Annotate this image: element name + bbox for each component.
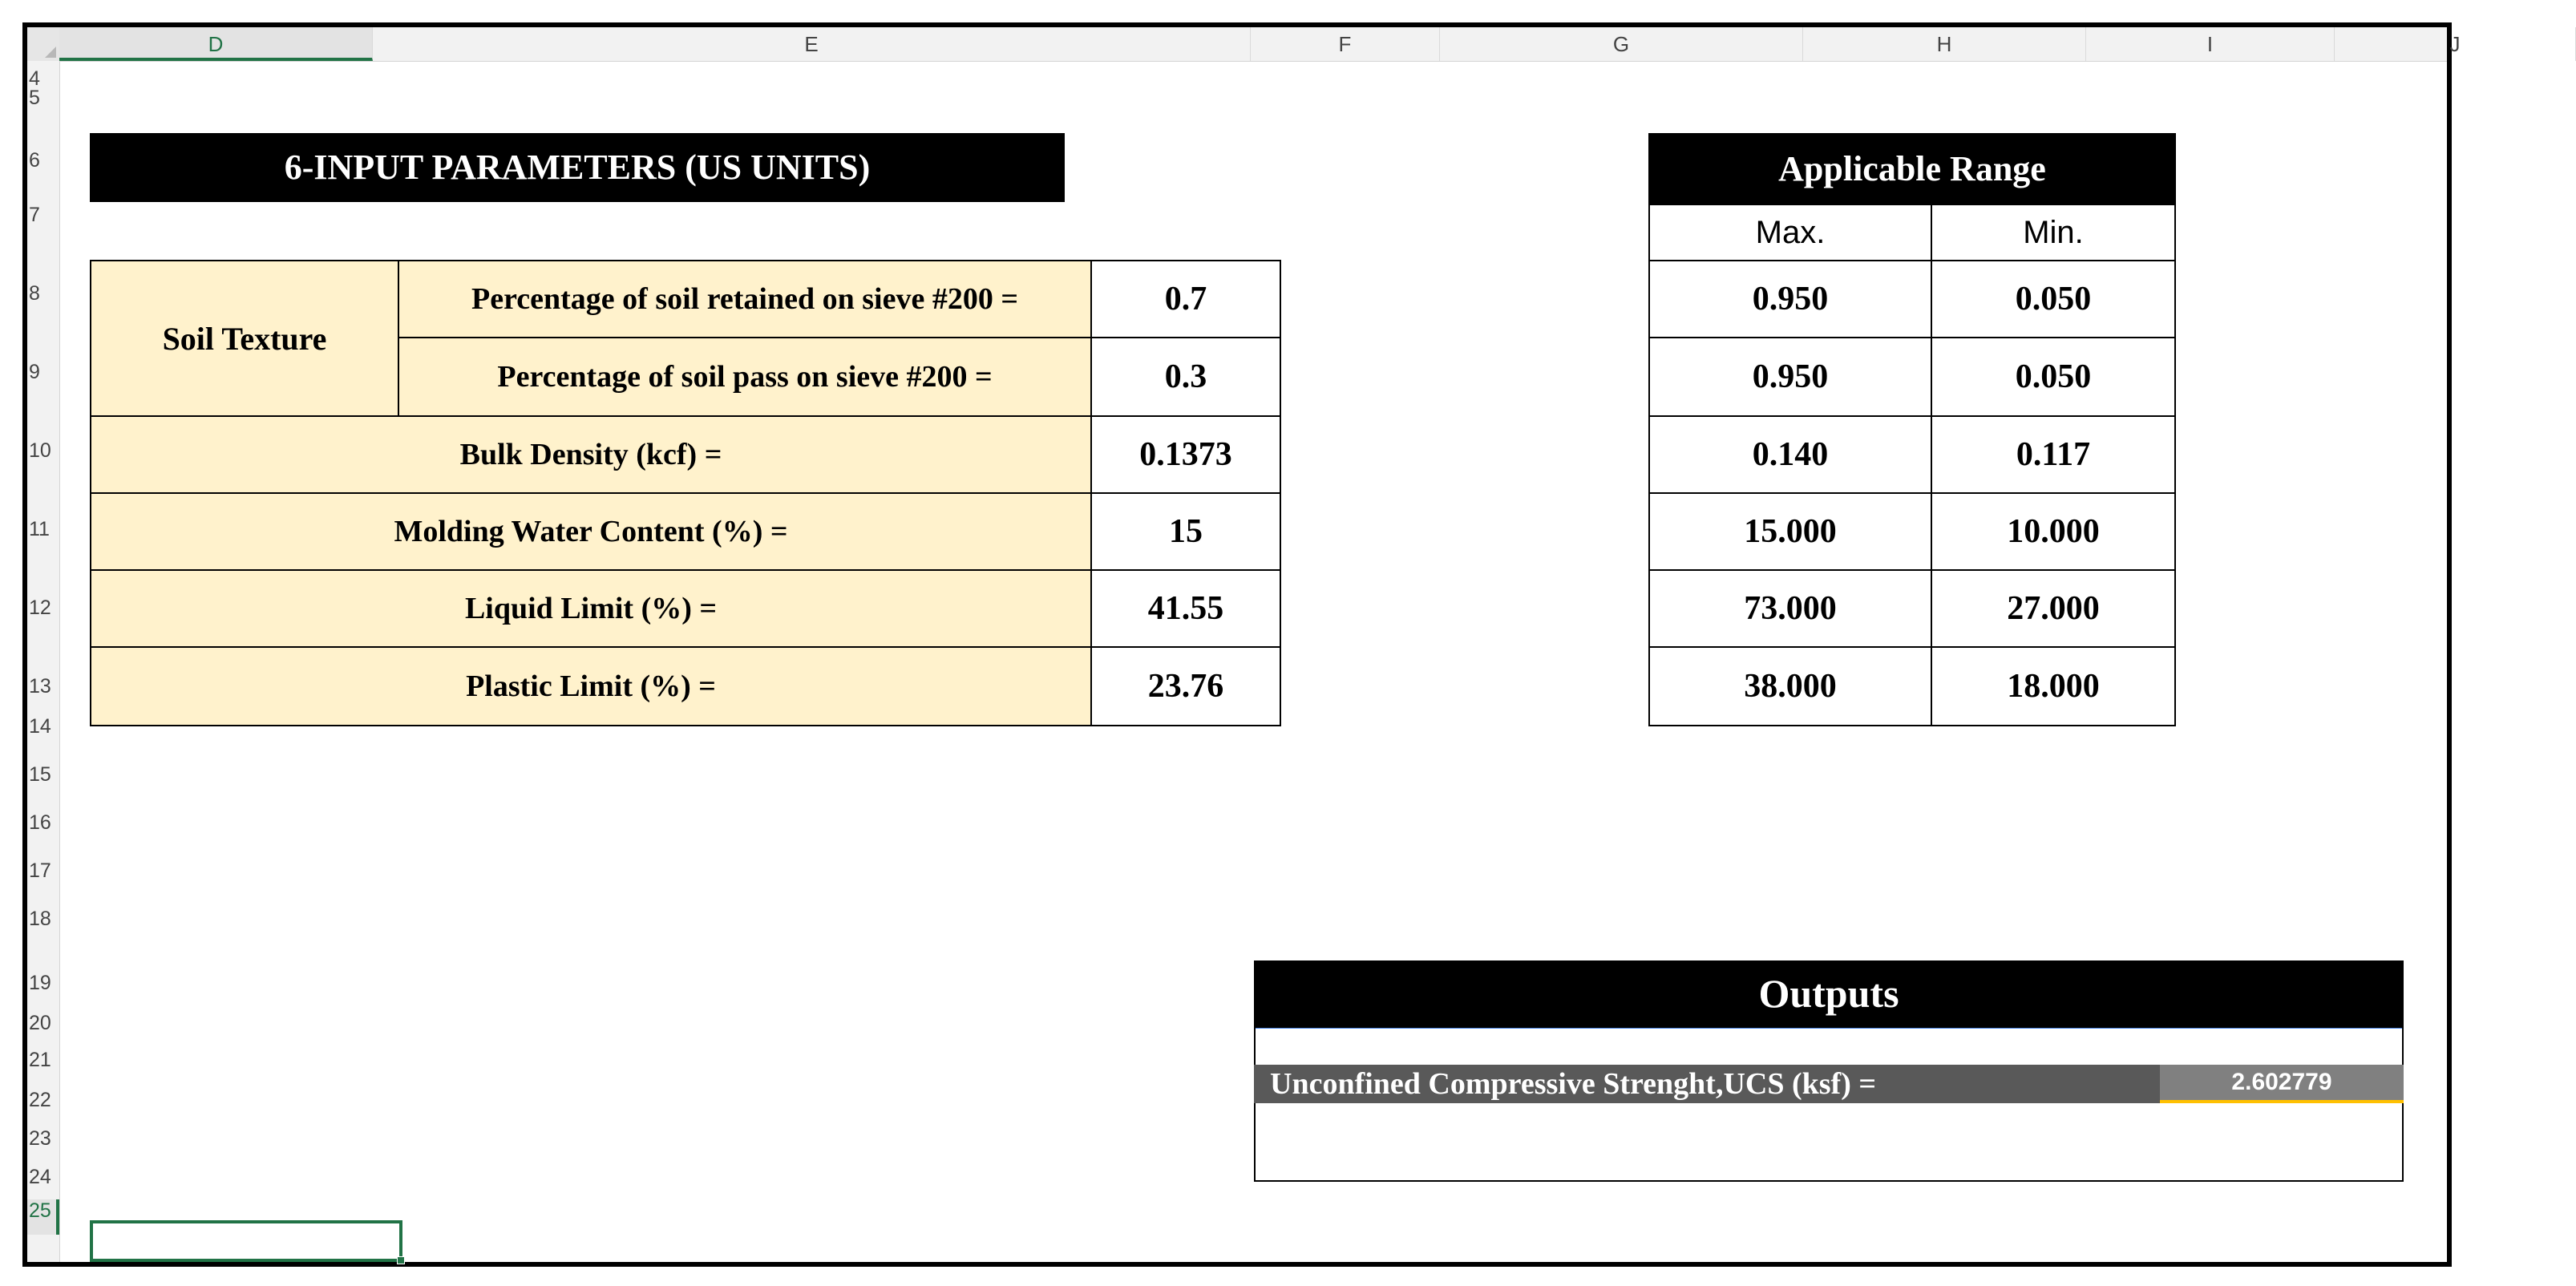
range-min-cell[interactable]: 18.000	[1931, 646, 2176, 726]
range-max-cell[interactable]: 73.000	[1648, 569, 1932, 648]
row-header[interactable]: 17	[29, 859, 51, 882]
water-content-label[interactable]: Molding Water Content (%) =	[90, 492, 1092, 571]
column-header-g[interactable]: G	[1440, 27, 1803, 61]
row-header[interactable]: 13	[29, 675, 51, 698]
row-header[interactable]: 12	[29, 596, 51, 619]
row-header[interactable]: 10	[29, 439, 51, 462]
row-header[interactable]: 19	[29, 972, 51, 994]
retained-sieve-label[interactable]: Percentage of soil retained on sieve #200 =	[398, 260, 1092, 338]
column-header-i[interactable]: I	[2086, 27, 2335, 61]
row-header[interactable]: 5	[29, 87, 40, 109]
column-header-h[interactable]: H	[1803, 27, 2086, 61]
bulk-density-label[interactable]: Bulk Density (kcf) =	[90, 415, 1092, 494]
row-header[interactable]: 23	[29, 1127, 51, 1150]
water-content-value[interactable]: 15	[1090, 492, 1281, 571]
range-max-cell[interactable]: 0.950	[1648, 337, 1932, 417]
range-min-cell[interactable]: 10.000	[1931, 492, 2176, 571]
row-header[interactable]: 4	[29, 67, 40, 90]
outputs-title: Outputs	[1254, 960, 2404, 1029]
column-header-d[interactable]: D	[59, 27, 373, 61]
column-header-j[interactable]: J	[2335, 27, 2576, 61]
outputs-box	[1254, 1026, 2404, 1182]
bulk-density-value[interactable]: 0.1373	[1090, 415, 1281, 494]
range-max-header[interactable]: Max.	[1648, 204, 1932, 261]
range-max-cell[interactable]: 0.950	[1648, 260, 1932, 338]
liquid-limit-value[interactable]: 41.55	[1090, 569, 1281, 648]
range-max-cell[interactable]: 0.140	[1648, 415, 1932, 494]
column-header-bar	[27, 27, 2461, 62]
range-max-cell[interactable]: 15.000	[1648, 492, 1932, 571]
range-min-cell[interactable]: 0.117	[1931, 415, 2176, 494]
ucs-output-row	[1254, 1065, 2404, 1103]
row-header[interactable]: 7	[29, 204, 40, 226]
ucs-label[interactable]: Unconfined Compressive Strenght,UCS (ksf) =	[1270, 1067, 1877, 1101]
column-header-f[interactable]: F	[1251, 27, 1440, 61]
row-header[interactable]: 14	[29, 715, 51, 738]
pass-sieve-label[interactable]: Percentage of soil pass on sieve #200 =	[398, 337, 1092, 417]
select-all-corner[interactable]	[27, 27, 60, 61]
row-header[interactable]: 20	[29, 1012, 51, 1034]
row-header[interactable]: 9	[29, 361, 40, 383]
row-header[interactable]: 11	[29, 518, 50, 540]
ucs-value[interactable]: 2.602779	[2160, 1065, 2404, 1103]
row-header-bar	[27, 61, 60, 1262]
range-max-cell[interactable]: 38.000	[1648, 646, 1932, 726]
input-parameters-title: 6-INPUT PARAMETERS (US UNITS)	[90, 133, 1065, 202]
row-header[interactable]: 18	[29, 908, 51, 930]
row-header[interactable]: 15	[29, 763, 51, 786]
liquid-limit-label[interactable]: Liquid Limit (%) =	[90, 569, 1092, 648]
range-min-cell[interactable]: 27.000	[1931, 569, 2176, 648]
range-min-cell[interactable]: 0.050	[1931, 260, 2176, 338]
applicable-range-title: Applicable Range	[1648, 133, 2176, 205]
soil-texture-label[interactable]: Soil Texture	[90, 260, 399, 417]
column-header-e[interactable]: E	[373, 27, 1251, 61]
plastic-limit-label[interactable]: Plastic Limit (%) =	[90, 646, 1092, 726]
plastic-limit-value[interactable]: 23.76	[1090, 646, 1281, 726]
range-min-header[interactable]: Min.	[1931, 204, 2176, 261]
row-header[interactable]: 6	[29, 149, 40, 172]
row-header[interactable]: 24	[29, 1166, 51, 1188]
retained-sieve-value[interactable]: 0.7	[1090, 260, 1281, 338]
spreadsheet-window	[22, 22, 2461, 1267]
row-header[interactable]: 22	[29, 1089, 51, 1111]
row-header-selected[interactable]: 25	[27, 1199, 59, 1235]
range-min-cell[interactable]: 0.050	[1931, 337, 2176, 417]
row-header[interactable]: 16	[29, 811, 51, 834]
row-header[interactable]: 8	[29, 282, 40, 305]
active-cell-selection[interactable]	[90, 1220, 402, 1262]
pass-sieve-value[interactable]: 0.3	[1090, 337, 1281, 417]
row-header[interactable]: 21	[29, 1049, 51, 1071]
